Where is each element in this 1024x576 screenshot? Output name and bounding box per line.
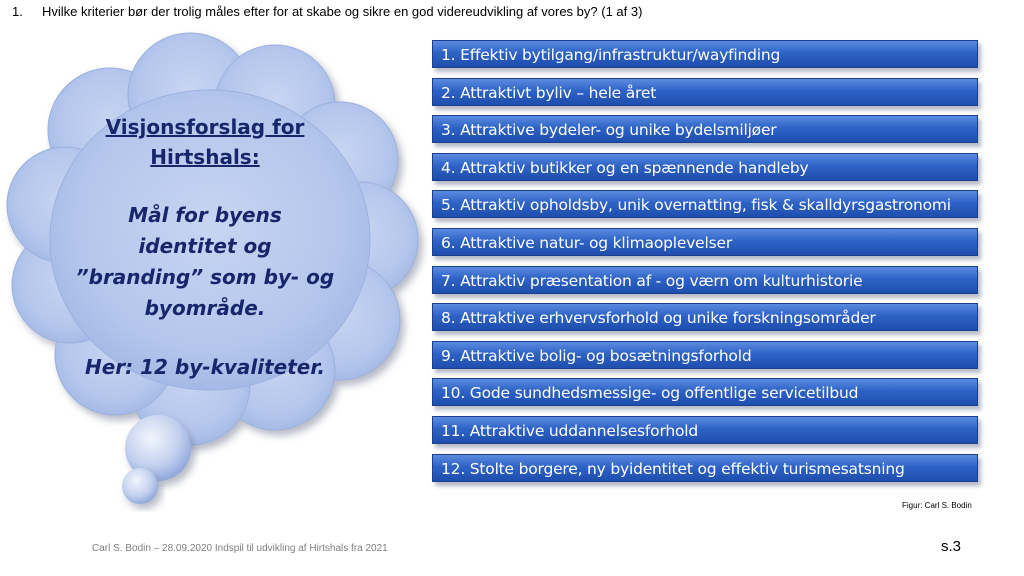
criteria-item: 7. Attraktiv præsentation af - og værn om kulturhistorie <box>432 266 978 294</box>
cloud-body-line: Mål for byens <box>128 203 282 227</box>
criteria-item: 4. Attraktiv butikker og en spænnende handleby <box>432 153 978 181</box>
page-number: s.3 <box>941 538 962 555</box>
cloud-bubbles <box>122 415 191 504</box>
criteria-list <box>432 40 978 491</box>
cloud-body-line: ”branding” som by- og <box>75 265 335 289</box>
question-text: Hvilke kriterier bør der trolig måles efter for at skabe og sikre en god videreudvikling af vores by? (1 af 3) <box>42 4 643 19</box>
criteria-item: 3. Attraktive bydeler- og unike bydelsmiljøer <box>432 115 978 143</box>
cloud-text <box>70 112 340 383</box>
figure-credit: Figur: Carl S. Bodin <box>902 501 972 510</box>
criteria-item: 6. Attraktive natur- og klimaoplevelser <box>432 228 978 256</box>
footer-author-date: Carl S. Bodin – 28.09.2020 Indspil til udvikling af Hirtshals fra 2021 <box>92 543 388 554</box>
criteria-item: 1. Effektiv bytilgang/infrastruktur/wayfinding <box>432 40 978 68</box>
criteria-item: 9. Attraktive bolig- og bosætningsforhold <box>432 341 978 369</box>
question-number: 1. <box>12 4 23 19</box>
cloud-title-line1: Visjonsforslag for <box>105 115 305 139</box>
criteria-item: 11. Attraktive uddannelsesforhold <box>432 416 978 444</box>
criteria-item: 8. Attraktive erhvervsforhold og unike forskningsområder <box>432 303 978 331</box>
criteria-item: 12. Stolte borgere, ny byidentitet og effektiv turismesatsning <box>432 454 978 482</box>
criteria-item: 10. Gode sundhedsmessige- og offentlige servicetilbud <box>432 378 978 406</box>
cloud-body-line: identitet og <box>138 234 272 258</box>
criteria-item: 5. Attraktiv opholdsby, unik overnatting, fisk & skalldyrsgastronomi <box>432 190 978 218</box>
criteria-item: 2. Attraktivt byliv – hele året <box>432 78 978 106</box>
cloud-body <box>70 200 340 324</box>
cloud-title <box>70 112 340 172</box>
cloud-footer: Her: 12 by-kvaliteter. <box>85 355 325 379</box>
cloud-body-line: byområde. <box>144 296 266 320</box>
thought-cloud <box>0 0 430 520</box>
cloud-title-line2: Hirtshals: <box>150 145 260 169</box>
